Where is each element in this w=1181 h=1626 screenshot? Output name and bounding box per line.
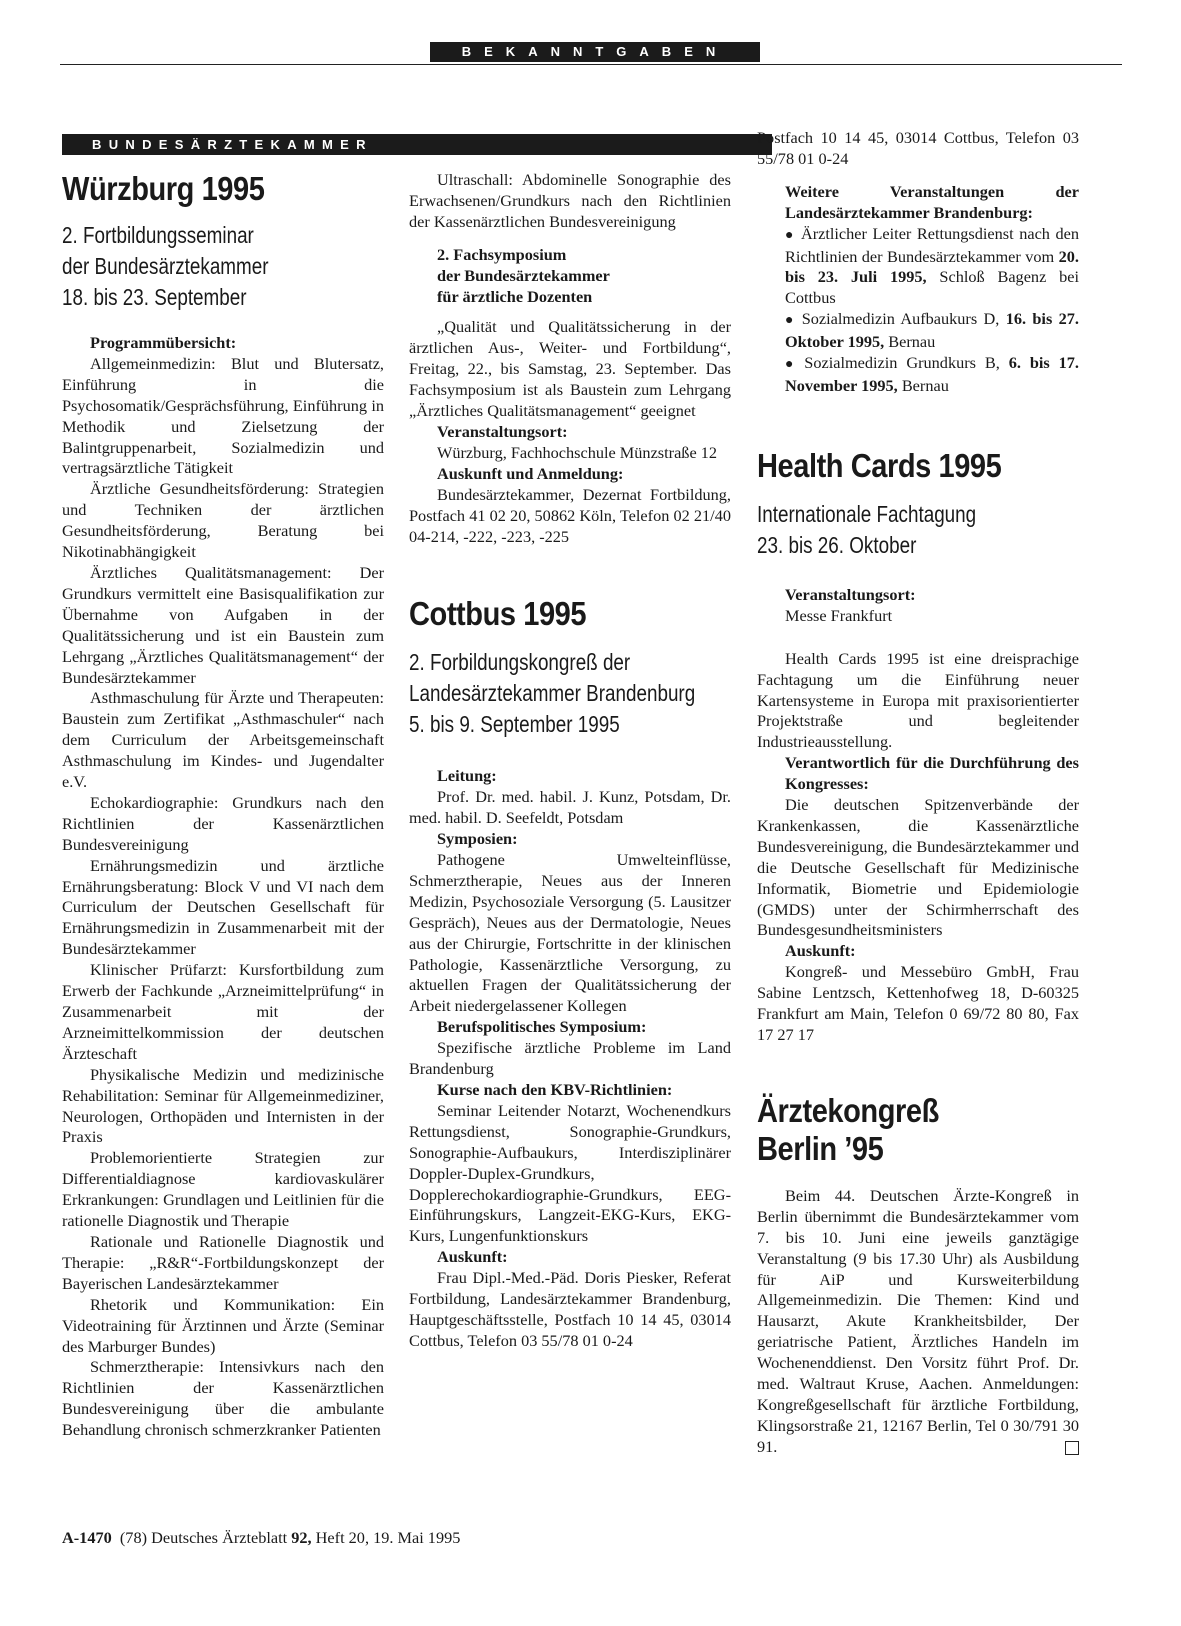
program-item: Rhetorik und Kommunikation: Ein Videotraining für Ärztinnen und Ärzte (Seminar des Marburger Bundes): [62, 1294, 384, 1356]
program-item: Klinischer Prüfarzt: Kursfortbildung zum Erwerb der Fachkunde „Arzneimittelprüfung“ in Zusammenarbeit mit der Arzneimittelkommission der deutschen Ärzteschaft: [62, 960, 384, 1063]
berlin-body: Beim 44. Deutschen Ärzte-Kongreß in Berlin übernimmt die Bundesärztekammer vom 7. bis 10. Juni eine jeweils ganztägige Veranstaltung (9 bis 17.30 Uhr) als Ausbildung für AiP und Kursweiterbildung Allgemeinmedizin. Die Themen: Kind und Hausarzt, Akute Krankheitsbilder, Der geriatrische Patient, Ärztliches Handeln im Wochenenddienst. Den Vorsitz führt Prof. Dr. med. Waltraut Kruse, Aachen. Anmeldungen: Kongreßgesellschaft für ärztliche Fortbildung, Klingsorstraße 21, 12167 Berlin, Tel 0 30/791 30 91.: [757, 1185, 1079, 1456]
event-date: 16. bis 27. Oktober 1995,: [785, 309, 1079, 352]
column-2: [409, 170, 731, 1350]
symposium-heading-line: für ärztliche Dozenten: [437, 286, 593, 306]
program-item: Ärztliches Qualitätsmanagement: Der Grundkurs vermittelt eine Basisqualifikation zur Übernahme von Aufgaben in der Qualitätssicherung und ist ein Baustein zum Lehrgang „Ärztliches Qualitätsmanagement“ der Bundesärztekammer: [62, 562, 384, 687]
courses-label: Kurse nach den KBV-Richtlinien:: [437, 1080, 673, 1099]
wuerzburg-subtitle-line: der Bundesärztekammer: [62, 253, 269, 279]
berlin-title-line: Berlin ’95: [757, 1129, 884, 1167]
hc-description: Health Cards 1995 ist eine dreisprachige Fachtagung um die Einführung neuer Kartensysteme in Europa mit praxisorientierter Projektstraße und begleitender Industrieausstellung.: [757, 648, 1079, 752]
hc-responsible-text: Die deutschen Spitzenverbände der Krankenkassen, die Kassenärztliche Bundesvereinigung, die Bundesärztekammer und die Deutsche Gesellschaft für Medizinische Informatik, Biometrie und Epidemiologie (GMDS) unter der Schirmherrschaft des Bundesgesundheitsministers: [757, 795, 1079, 940]
program-item: Echokardiographie: Grundkurs nach den Richtlinien der Kassenärztlichen Bundesvereinigung: [62, 792, 384, 854]
lead-label: Leitung:: [437, 766, 497, 786]
symposia-text: Pathogene Umwelteinflüsse, Schmerztherapie, Neues aus der Inneren Medizin, Psychosoziale Versorgung (5. Lausitzer Gespräch), Neues aus der Dermatologie, Neues aus der Chirurgie, Fortschritte in der klinischen Pathologie, Kassenärztliche Versorgung, zu aktuellen Fragen der Qualitätssicherung der Arbeit niedergelassener Kollegen: [409, 850, 731, 1016]
hc-info-label: Auskunft:: [785, 941, 856, 961]
event-date: 20. bis 23. Juli 1995,: [785, 246, 1079, 287]
program-item: Problemorientierte Strategien zur Differentialdiagnose kardiovaskulärer Erkrankungen: Grundlagen und Leitlinien für die rationelle Diagnostik und Therapie: [62, 1148, 384, 1231]
program-item: Schmerztherapie: Intensivkurs nach den Richtlinien der Kassenärztlichen Bundesvereinigung über die ambulante Behandlung chronisch schmerzkranker Patienten: [62, 1357, 384, 1440]
policy-symposium-label: Berufspolitisches Symposium:: [437, 1017, 647, 1037]
page-number: A-1470: [62, 1528, 112, 1547]
healthcards-subtitle-line: Internationale Fachtagung: [757, 500, 977, 527]
hc-venue-label: Veranstaltungsort:: [785, 584, 916, 604]
program-item: Rationale und Rationelle Diagnostik und Therapie: „R&R“-Fortbildungskonzept der Bayerischen Landesärztekammer: [62, 1231, 384, 1293]
program-label: Programmübersicht:: [90, 333, 237, 352]
registration-label: Auskunft und Anmeldung:: [437, 463, 624, 483]
header-rule: [60, 64, 1122, 65]
program-item: Ultraschall: Abdominelle Sonographie des Erwachsenen/Grundkurs nach den Richtlinien der Kassenärztlichen Bundesvereinigung: [409, 170, 731, 231]
section-header-banner: BEKANNTGABEN: [430, 42, 760, 62]
column-3: [757, 128, 1079, 1458]
symposium-heading-line: 2. Fachsymposium: [437, 244, 567, 264]
event-item: [757, 353, 1079, 397]
organization-banner: BUNDESÄRZTEKAMMER: [62, 134, 392, 155]
healthcards-subtitle-line: 23. bis 26. Oktober: [757, 531, 917, 558]
cottbus-info-text: Frau Dipl.-Med.-Päd. Doris Piesker, Referat Fortbildung, Landesärztekammer Brandenburg, Hauptgeschäftsstelle, Postfach 10 14 45, 03014 Cottbus, Telefon 03 55/78 01 0-24: [409, 1268, 731, 1350]
venue-label: Veranstaltungsort:: [437, 421, 568, 441]
cottbus-subtitle-line: 5. bis 9. September 1995: [409, 711, 620, 738]
symposia-label: Symposien:: [437, 829, 518, 849]
event-place: Schloß Bagenz bei Cottbus: [785, 267, 1079, 308]
wuerzburg-title: Würzburg 1995: [62, 170, 265, 207]
cottbus-subtitle-line: Landesärztekammer Brandenburg: [409, 680, 696, 707]
hc-info-text: Kongreß- und Messebüro GmbH, Frau Sabine Lentzsch, Kettenhofweg 18, D-60325 Frankfurt am Main, Telefon 0 69/72 80 80, Fax 17 27 17: [757, 962, 1079, 1044]
event-place: Bernau: [897, 375, 949, 395]
page-footer: [62, 1528, 460, 1548]
venue-text: Würzburg, Fachhochschule Münzstraße 12: [437, 442, 718, 462]
program-item: Physikalische Medizin und medizinische Rehabilitation: Seminar für Allgemeinmediziner, Neurologen, Orthopäden und Internisten in der Praxis: [62, 1064, 384, 1147]
event-place: Bernau: [884, 332, 936, 352]
symposium-text: „Qualität und Qualitätssicherung in der ärztlichen Aus-, Weiter- und Fortbildung“, Freitag, 22., bis Samstag, 23. September. Das Fachsymposium ist als Baustein zum Lehrgang „Ärztliches Qualitätsmanagement“ geeignet: [409, 317, 731, 421]
event-text: Sozialmedizin Aufbaukurs D,: [801, 309, 1006, 329]
event-date: 6. bis 17. November 1995,: [785, 353, 1079, 395]
berlin-title-line: Ärztekongreß: [757, 1091, 939, 1129]
cottbus-info-continued: Postfach 10 14 45, 03014 Cottbus, Telefon 03 55/78 01 0-24: [757, 128, 1079, 168]
policy-symposium-text: Spezifische ärztliche Probleme im Land Brandenburg: [409, 1038, 731, 1079]
issue-info: (78) Deutsches Ärzteblatt: [119, 1528, 292, 1547]
lead-text: Prof. Dr. med. habil. J. Kunz, Potsdam, Dr. med. habil. D. Seefeldt, Potsdam: [409, 787, 731, 828]
courses-text: Seminar Leitender Notarzt, Wochenendkurs Rettungsdienst, Sonographie-Grundkurs, Sonographie-Aufbaukurs, Interdisziplinärer Doppler-Duplex-Grundkurs, Dopplerechokardiographie-Grundkurs, EEG-Einführungskurs, Langzeit-EKG-Kurs, EKG-Kurs, Lungenfunktionskurs: [409, 1100, 731, 1246]
wuerzburg-subtitle-line: 18. bis 23. September: [62, 284, 247, 310]
event-item: [757, 224, 1079, 310]
cottbus-title: Cottbus 1995: [409, 595, 587, 633]
end-of-article-icon: [1065, 1441, 1079, 1455]
banner-rule: [392, 134, 772, 155]
column-1: [62, 170, 384, 1441]
cottbus-subtitle-line: 2. Forbildungskongreß der: [409, 649, 631, 676]
program-item: Asthmaschulung für Ärzte und Therapeuten: Baustein zum Zertifikat „Asthmaschuler“ nach dem Curriculum der Arbeitsgemeinschaft Asthmaschulung im Kindes- und Jugendalter e.V.: [62, 688, 384, 792]
program-item: Ärztliche Gesundheitsförderung: Strategien und Techniken der ärztlichen Gesundheitsförderung, Beratung bei Nikotinabhängigkeit: [62, 479, 384, 562]
event-item: [757, 309, 1079, 353]
volume-number: 92,: [291, 1528, 312, 1547]
symposium-heading-line: der Bundesärztekammer: [437, 265, 610, 285]
wuerzburg-subtitle-line: 2. Fortbildungsseminar: [62, 222, 254, 248]
more-events-label: Weitere Veranstaltungen der Landesärztekammer Brandenburg:: [785, 181, 1079, 222]
program-item: Allgemeinmedizin: Blut und Blutersatz, Einführung in die Psychosomatik/Gesprächsführung, Einführung in Methodik und Zielsetzung der Balintgruppenarbeit, Sozialmedizin und vertragsärztliche Tätigkeit: [62, 353, 384, 478]
event-text: Sozialmedizin Grundkurs B,: [804, 353, 1009, 373]
hc-responsible-label: Verantwortlich für die Durchführung des Kongresses:: [785, 753, 1079, 794]
registration-text: Bundesärztekammer, Dezernat Fortbildung, Postfach 41 02 20, 50862 Köln, Telefon 02 21/40 04-214, -222, -223, -225: [409, 484, 731, 546]
cottbus-info-label: Auskunft:: [437, 1247, 508, 1267]
event-text: Ärztlicher Leiter Rettungsdienst nach den Richtlinien der Bundesärztekammer vom: [785, 223, 1079, 266]
hc-venue-text: Messe Frankfurt: [785, 605, 893, 625]
healthcards-title: Health Cards 1995: [757, 446, 1002, 484]
issue-date: Heft 20, 19. Mai 1995: [311, 1528, 461, 1547]
program-item: Ernährungsmedizin und ärztliche Ernährungsberatung: Block V und VI nach dem Curriculum der Deutschen Gesellschaft für Ernährungsmedizin in Zusammenarbeit mit der Bundesärztekammer: [62, 855, 384, 959]
berlin-text: [757, 1186, 1079, 1458]
